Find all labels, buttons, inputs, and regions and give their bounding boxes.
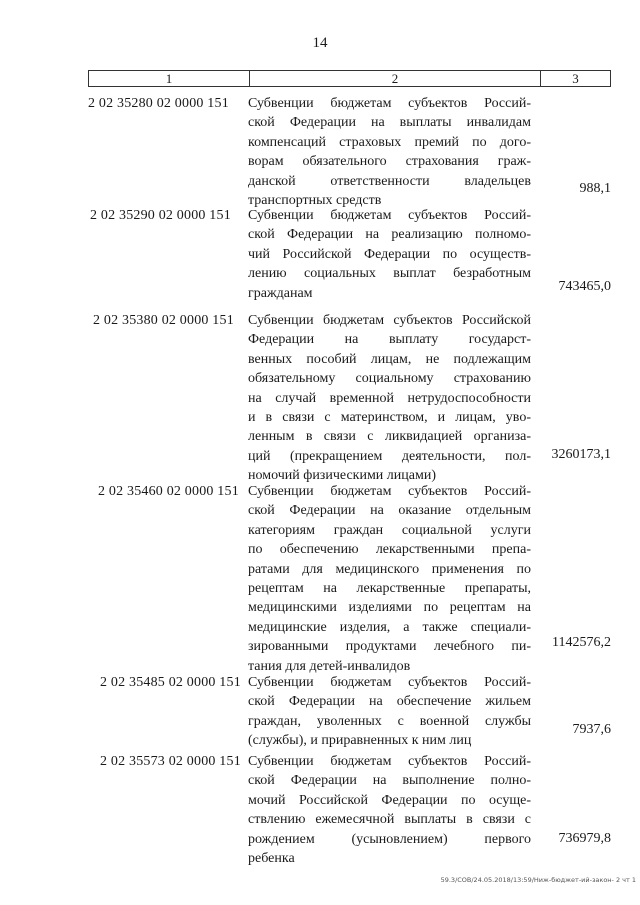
description-line: ской Федерации на оказание отдельным: [248, 503, 531, 519]
row-description: [248, 94, 531, 210]
description-line: номочий физическими лицами): [248, 468, 436, 484]
table-row: [88, 206, 611, 306]
row-amount: 743465,0: [558, 279, 611, 294]
description-line: Субвенции бюджетам субъектов Россий-: [248, 754, 531, 769]
column-header-table: [88, 70, 611, 87]
description-line: ленным в связи с ликвидацией организа-: [248, 429, 531, 445]
description-line: по обеспечению лекарственными препа-: [248, 542, 531, 558]
description-line: тания для детей-инвалидов: [248, 658, 411, 674]
description-line: категориям граждан социальной услуги: [248, 522, 531, 538]
page-number: 14: [312, 35, 328, 51]
row-amount: 988,1: [579, 181, 611, 196]
column-header-1: 1: [89, 71, 250, 87]
description-line: ской Федерации на выплаты инвалидам: [248, 115, 531, 131]
description-line: венных пособий лицам, не подлежащим: [248, 351, 531, 367]
table-row: [88, 673, 611, 753]
description-line: Федерации на выплату государст-: [248, 332, 531, 348]
description-line: Субвенции бюджетам субъектов Российской: [248, 313, 531, 328]
description-line: Субвенции бюджетам субъектов Россий-: [248, 484, 531, 499]
description-line: медицинские изделия, а также специали-: [248, 619, 531, 635]
description-line: ской Федерации на обеспечение жильем: [248, 694, 531, 710]
description-line: Субвенции бюджетам субъектов Россий-: [248, 675, 531, 690]
description-line: ребенка: [248, 851, 295, 867]
row-amount: 3260173,1: [551, 447, 611, 462]
description-line: гражданам: [248, 285, 313, 301]
budget-code: 2 02 35573 02 0000 151: [100, 754, 241, 769]
description-line: ской Федерации на выполнение полно-: [248, 773, 531, 789]
description-line: чий Российской Федерации по осуществ-: [248, 246, 531, 262]
column-header-2: 2: [250, 71, 541, 87]
description-line: Субвенции бюджетам субъектов Россий-: [248, 208, 531, 223]
description-line: рецептам на лекарственные препараты,: [248, 581, 531, 597]
column-header-3: 3: [541, 71, 611, 87]
description-line: медицинскими изделиями по рецептам на: [248, 600, 531, 616]
row-description: [248, 311, 531, 486]
description-line: ций (прекращением деятельности, пол-: [248, 448, 531, 464]
description-line: (службы), и приравненных к ним лиц: [248, 733, 472, 749]
description-line: зированными продуктами лечебного пи-: [248, 639, 531, 655]
row-amount: 1142576,2: [552, 635, 611, 650]
budget-code: 2 02 35380 02 0000 151: [93, 313, 234, 328]
description-line: лению социальных выплат безработным: [248, 266, 531, 282]
description-line: ствлению ежемесячной выплаты в связи с: [248, 812, 531, 828]
budget-code: 2 02 35460 02 0000 151: [98, 484, 239, 499]
table-row: [88, 311, 611, 484]
table-row: [88, 482, 611, 672]
table-row: [88, 752, 611, 867]
description-line: мочий Российской Федерации по осуще-: [248, 792, 531, 808]
description-line: ской Федерации на реализацию полномо-: [248, 227, 531, 243]
budget-code: 2 02 35290 02 0000 151: [90, 208, 231, 223]
table-row: [88, 94, 611, 209]
row-description: [248, 752, 531, 868]
document-footer-stamp: 59.3/СОВ/24.05.2018/13:59/Ниж-бюджет-ий-закон- 2 чт 1: [440, 876, 636, 884]
row-amount: 7937,6: [572, 722, 611, 737]
description-line: компенсаций страховых премий по дого-: [248, 134, 531, 150]
row-description: [248, 482, 531, 676]
row-description: [248, 673, 531, 751]
description-line: и в связи с материнством, и лицам, уво-: [248, 410, 531, 426]
description-line: транспортных средств: [248, 193, 382, 209]
description-line: ворам обязательного страхования граж-: [248, 154, 531, 170]
description-line: граждан, уволенных с военной службы: [248, 713, 531, 729]
budget-code: 2 02 35280 02 0000 151: [88, 96, 229, 111]
row-amount: 736979,8: [558, 831, 611, 846]
description-line: ратами для медицинского применения по: [248, 561, 531, 577]
row-description: [248, 206, 531, 303]
budget-code: 2 02 35485 02 0000 151: [100, 675, 241, 690]
description-line: данской ответственности владельцев: [248, 173, 531, 189]
description-line: Субвенции бюджетам субъектов Россий-: [248, 96, 531, 111]
description-line: на случай временной нетрудоспособности: [248, 390, 531, 406]
description-line: обязательному социальному страхованию: [248, 371, 531, 387]
description-line: рождением (усыновлением) первого: [248, 831, 531, 847]
